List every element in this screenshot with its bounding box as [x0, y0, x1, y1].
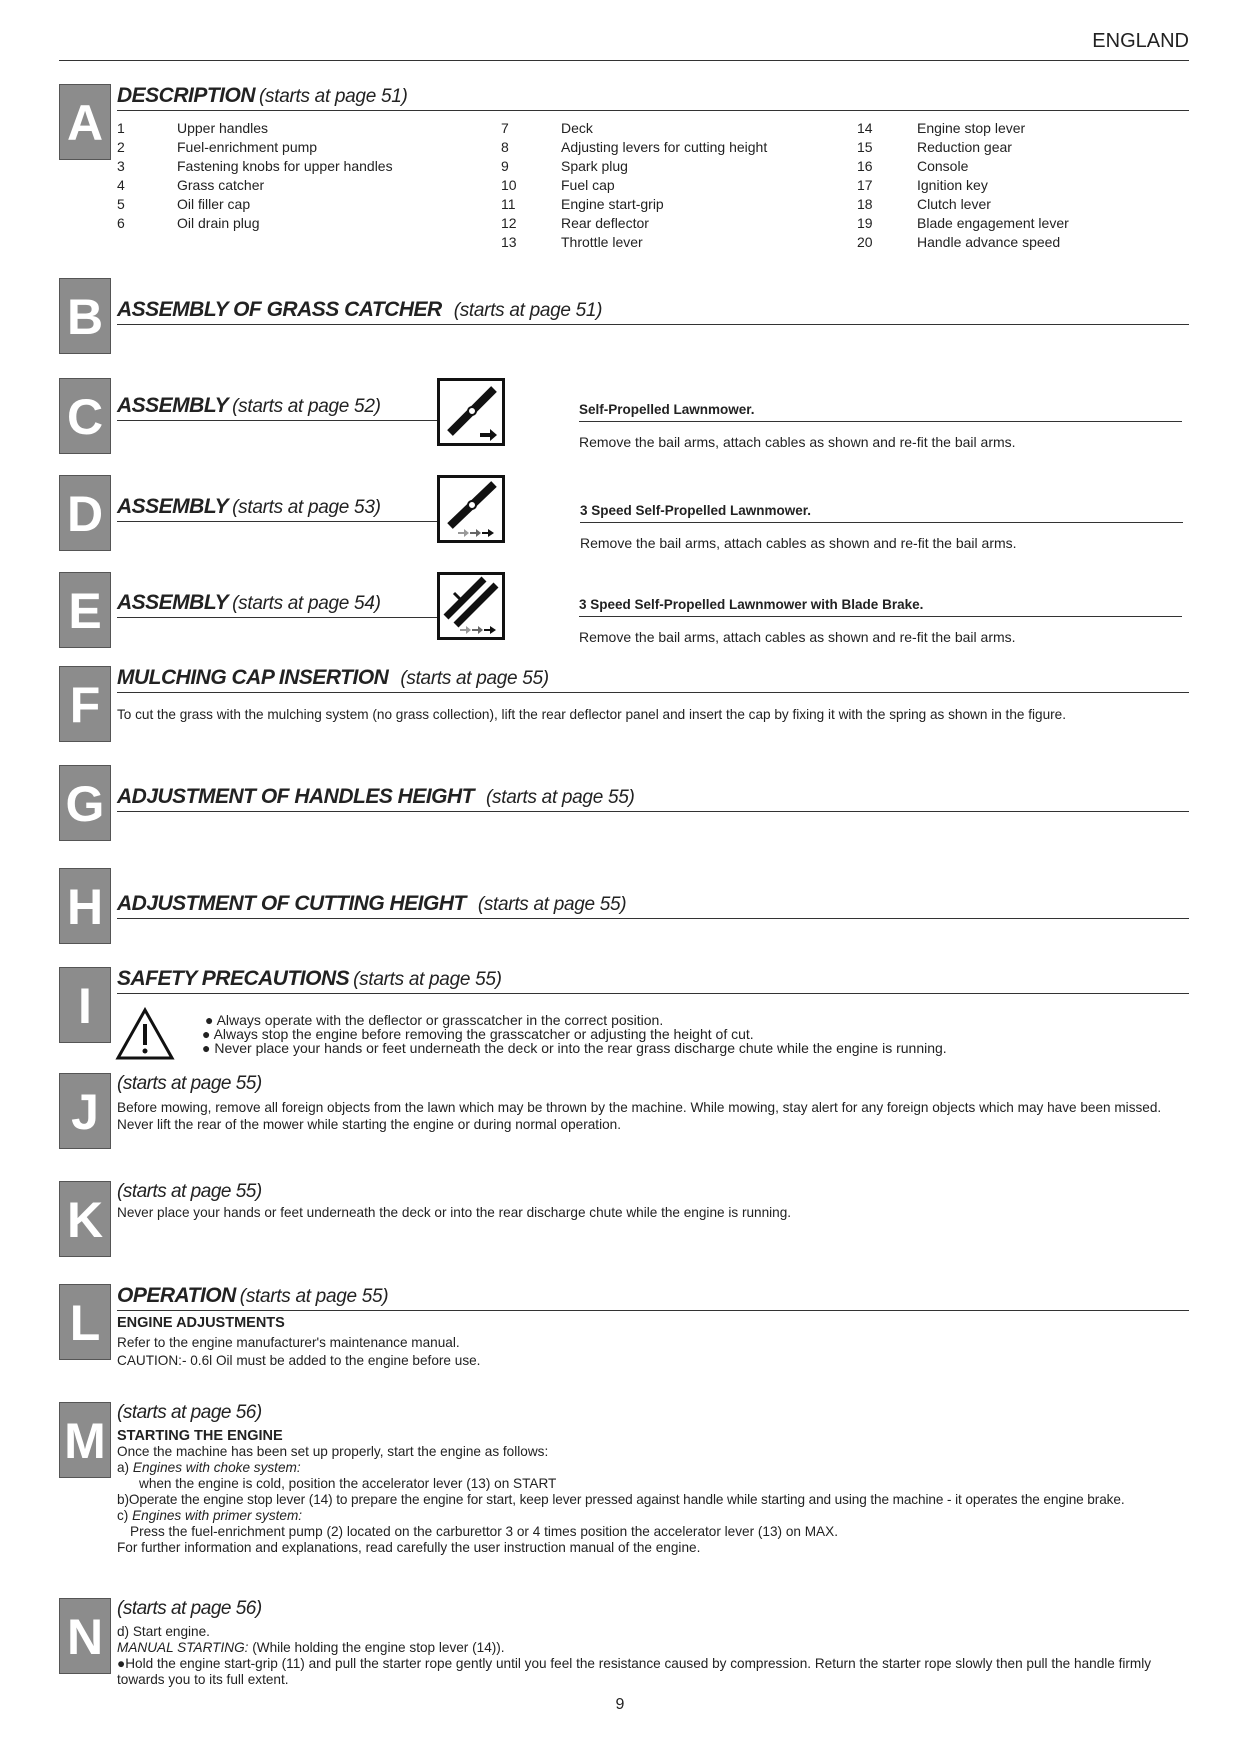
part-row: 2 Fuel-enrichment pump [117, 139, 318, 155]
section-title: OPERATION [117, 1284, 236, 1307]
section-letter: A [59, 84, 111, 160]
section-text: when the engine is cold, position the accelerator lever (13) on START [139, 1476, 557, 1491]
section-heading [117, 298, 1189, 325]
part-row: 11 Engine start-grip [501, 196, 664, 212]
warning-icon [115, 1007, 175, 1061]
part-row: 16 Console [857, 158, 969, 174]
subsection-title: STARTING THE ENGINE [117, 1428, 283, 1444]
section-letter: D [59, 475, 111, 551]
section-pages: (starts at page 56) [117, 1402, 262, 1423]
section-text: Once the machine has been set up properly, start the engine as follows: [117, 1444, 549, 1459]
section-letter: J [59, 1073, 111, 1149]
section-pages: (starts at page 54) [232, 593, 381, 614]
section-title: MULCHING CAP INSERTION [117, 666, 389, 689]
section-text: b)Operate the engine stop lever (14) to prepare the engine for start, keep lever pressed against handle while starting and using the machine - it operates the engine brake. [117, 1492, 1125, 1507]
section-pages: (starts at page 55) [477, 894, 627, 915]
part-row: 10 Fuel cap [501, 177, 615, 193]
section-letter: F [59, 666, 111, 742]
model-name: 3 Speed Self-Propelled Lawnmower. [580, 503, 1183, 523]
part-row: 15 Reduction gear [857, 139, 1012, 155]
section-text: For further information and explanations, read carefully the user instruction manual of the engine. [117, 1540, 701, 1555]
assembly-text: Remove the bail arms, attach cables as shown and re-fit the bail arms. [579, 434, 1016, 450]
section-pages: (starts at page 53) [232, 497, 381, 518]
section-letter: G [59, 765, 111, 841]
part-row: 20 Handle advance speed [857, 234, 1061, 250]
section-pages: (starts at page 51) [453, 300, 603, 321]
section-text: CAUTION:- 0.6l Oil must be added to the engine before use. [117, 1353, 481, 1368]
lawnmower-blade-brake-illustration [437, 572, 505, 640]
section-text: c) Engines with primer system: [117, 1508, 303, 1523]
section-text: d) Start engine. [117, 1624, 210, 1639]
section-pages: (starts at page 55) [353, 969, 502, 990]
section-title: ASSEMBLY [117, 591, 229, 614]
section-pages: (starts at page 55) [117, 1181, 262, 1202]
section-heading [117, 394, 437, 421]
section-pages: (starts at page 51) [259, 86, 408, 107]
section-pages: (starts at page 55) [117, 1073, 262, 1094]
assembly-info [579, 402, 1182, 450]
part-row: 4 Grass catcher [117, 177, 265, 193]
section-title: ASSEMBLY OF GRASS CATCHER [117, 298, 442, 321]
section-text: MANUAL STARTING: (While holding the engine stop lever (14)). [117, 1640, 505, 1655]
section-text: Never lift the rear of the mower while starting the engine or during normal operation. [117, 1117, 621, 1132]
list-item: ● Always operate with the deflector or grasscatcher in the correct position. [205, 1012, 664, 1028]
section-letter: N [59, 1598, 111, 1674]
part-row: 14 Engine stop lever [857, 120, 1026, 136]
section-letter: H [59, 868, 111, 944]
section-heading [117, 495, 437, 522]
section-letter: L [59, 1284, 111, 1360]
assembly-info [579, 597, 1182, 645]
section-text: Never place your hands or feet underneath the deck or into the rear discharge chute while the engine is running. [117, 1205, 792, 1220]
section-heading [117, 967, 1189, 994]
page-header [59, 28, 1189, 61]
section-text: Press the fuel-enrichment pump (2) located on the carburettor 3 or 4 times position the accelerator lever (13) on MAX. [130, 1524, 838, 1539]
section-pages: (starts at page 55) [486, 787, 635, 808]
part-row: 19 Blade engagement lever [857, 215, 1069, 231]
parts-column-2 [501, 119, 767, 252]
section-text: ●Hold the engine start-grip (11) and pull the starter rope gently until you feel the resistance caused by compression. Return the starter rope slowly then pull the handle firmly towards you to its full extent. [117, 1656, 1152, 1687]
section-pages: (starts at page 55) [239, 1286, 389, 1307]
section-title: ADJUSTMENT OF HANDLES HEIGHT [117, 785, 475, 808]
lawnmower-3speed-illustration [437, 475, 505, 543]
list-item: ● Never place your hands or feet underneath the deck or into the rear grass discharge chute while the engine is running. [202, 1040, 947, 1056]
part-row: 12 Rear deflector [501, 215, 649, 231]
section-title: ADJUSTMENT OF CUTTING HEIGHT [117, 892, 466, 915]
section-letter: K [59, 1181, 111, 1257]
section-letter: B [59, 278, 111, 354]
part-row: 6 Oil drain plug [117, 215, 260, 231]
part-row: 3 Fastening knobs for upper handles [117, 158, 393, 174]
assembly-info [580, 503, 1183, 551]
section-pages: (starts at page 56) [117, 1598, 262, 1619]
safety-bullet-list [202, 1013, 947, 1055]
parts-column-1 [117, 119, 393, 233]
assembly-text: Remove the bail arms, attach cables as shown and re-fit the bail arms. [579, 629, 1016, 645]
section-title: DESCRIPTION [117, 84, 256, 107]
section-heading [117, 591, 437, 618]
section-letter: C [59, 378, 111, 454]
section-heading [117, 666, 1189, 693]
section-text: Refer to the engine manufacturer's maintenance manual. [117, 1335, 460, 1350]
section-letter: I [59, 967, 111, 1043]
section-heading [117, 84, 1189, 111]
list-item: ● Always stop the engine before removing the grasscatcher or adjusting the height of cut. [202, 1026, 754, 1042]
section-heading [117, 785, 1189, 812]
section-title: ASSEMBLY [117, 394, 229, 417]
part-row: 8 Adjusting levers for cutting height [501, 139, 768, 155]
section-letter: M [59, 1402, 111, 1478]
part-row: 9 Spark plug [501, 158, 628, 174]
part-row: 7 Deck [501, 120, 593, 136]
section-text: Before mowing, remove all foreign objects from the lawn which may be thrown by the machine. While mowing, stay alert for any foreign objects which may have been missed. [117, 1100, 1162, 1115]
section-title: SAFETY PRECAUTIONS [117, 967, 350, 990]
model-name: Self-Propelled Lawnmower. [579, 402, 1182, 422]
part-row: 18 Clutch lever [857, 196, 991, 212]
subsection-title: ENGINE ADJUSTMENTS [117, 1315, 285, 1331]
section-text: To cut the grass with the mulching system (no grass collection), lift the rear deflector panel and insert the cap by fixing it with the spring as shown in the figure. [117, 707, 1067, 722]
part-row: 1 Upper handles [117, 120, 269, 136]
part-row: 5 Oil filler cap [117, 196, 251, 212]
assembly-text: Remove the bail arms, attach cables as shown and re-fit the bail arms. [580, 535, 1017, 551]
page-number: 9 [615, 1696, 625, 1713]
part-row: 17 Ignition key [857, 177, 988, 193]
lawnmower-cable-illustration [437, 378, 505, 446]
section-title: ASSEMBLY [117, 495, 229, 518]
part-row: 13 Throttle lever [501, 234, 643, 250]
section-heading [117, 1284, 1189, 1311]
section-heading [117, 892, 1189, 919]
country-label: ENGLAND [1092, 30, 1189, 52]
model-name: 3 Speed Self-Propelled Lawnmower with Blade Brake. [579, 597, 1182, 617]
section-pages: (starts at page 55) [400, 668, 549, 689]
parts-column-3 [857, 119, 1069, 252]
section-letter: E [59, 572, 111, 648]
section-pages: (starts at page 52) [232, 396, 381, 417]
section-text: a) Engines with choke system: [117, 1460, 301, 1475]
